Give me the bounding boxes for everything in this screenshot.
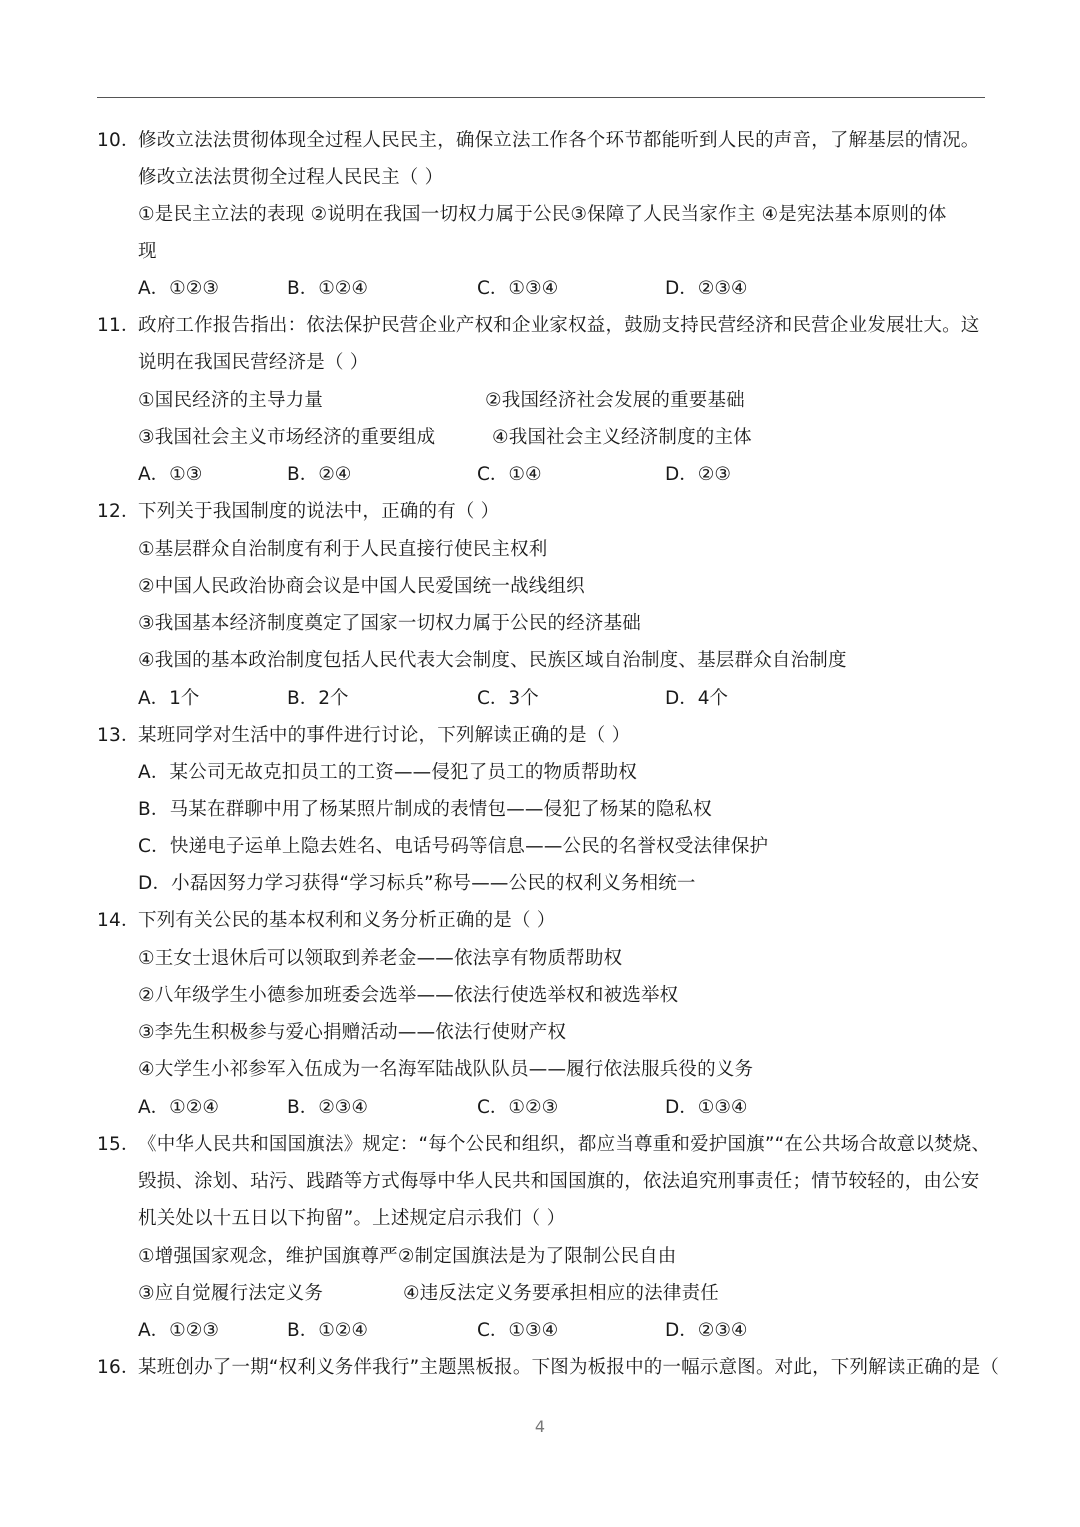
statement-line: 现: [138, 241, 157, 262]
statement-line: ②我国经济社会发展的重要基础: [485, 390, 745, 411]
question-stem-line: 下列关于我国制度的说法中，正确的有（ ）: [138, 501, 500, 522]
statement-line: ①国民经济的主导力量: [138, 390, 324, 411]
option-c: C．①③④: [477, 278, 559, 299]
question-stem-line: 说明在我国民营经济是（ ）: [138, 352, 369, 373]
option-d: D．4个: [665, 688, 729, 709]
option-a: A．1个: [138, 688, 200, 709]
question-stem-line: 政府工作报告指出：依法保护民营企业产权和企业家权益，鼓励支持民营经济和民营企业发展壮大。这: [138, 315, 980, 336]
question-stem-line: 修改立法法贯彻体现全过程人民民主，确保立法工作各个环节都能听到人民的声音，了解基层的情况。: [138, 130, 980, 151]
option-a: A．某公司无故克扣员工的工资——侵犯了员工的物质帮助权: [138, 762, 638, 783]
statement-line: ③应自觉履行法定义务: [138, 1283, 324, 1304]
statement-line: ①基层群众自治制度有利于人民直接行使民主权利: [138, 539, 548, 560]
question-number: 11．: [97, 315, 140, 336]
option-c: C．①④: [477, 464, 542, 485]
option-b: B．马某在群聊中用了杨某照片制成的表情包——侵犯了杨某的隐私权: [138, 799, 712, 820]
option-d: D．小磊因努力学习获得“学习标兵”称号——公民的权利义务相统一: [138, 873, 696, 894]
option-c: C．快递电子运单上隐去姓名、电话号码等信息——公民的名誉权受法律保护: [138, 836, 769, 857]
option-d: D．②③④: [665, 278, 748, 299]
statement-line: ②八年级学生小德参加班委会选举——依法行使选举权和被选举权: [138, 985, 679, 1006]
page-number: 4: [534, 1417, 546, 1436]
question-number: 16．: [97, 1357, 140, 1378]
option-b: B．2个: [287, 688, 349, 709]
option-c: C．①②③: [477, 1097, 559, 1118]
question-stem-line: 某班创办了一期“权利义务伴我行”主题黑板报。下图为板报中的一幅示意图。对此，下列解读正确的是（: [138, 1357, 1000, 1378]
option-c: C．①③④: [477, 1320, 559, 1341]
option-b: B．②③④: [287, 1097, 368, 1118]
question-number: 14．: [97, 910, 140, 931]
option-a: A．①②③: [138, 1320, 219, 1341]
question-number: 13．: [97, 725, 140, 746]
statement-line: ③我国社会主义市场经济的重要组成: [138, 427, 436, 448]
statement-line: ④大学生小祁参军入伍成为一名海军陆战队队员——履行依法服兵役的义务: [138, 1059, 754, 1080]
question-stem-line: 修改立法法贯彻全过程人民民主（ ）: [138, 167, 444, 188]
question-number: 10．: [97, 130, 140, 151]
statement-line: ①王女士退休后可以领取到养老金——依法享有物质帮助权: [138, 948, 623, 969]
question-stem-line: 毁损、涂划、玷污、践踏等方式侮辱中华人民共和国国旗的，依法追究刑事责任；情节较轻的，由公安: [138, 1171, 980, 1192]
question-stem-line: 《中华人民共和国国旗法》规定：“每个公民和组织，都应当尊重和爱护国旗”“在公共场合故意以焚烧、: [138, 1134, 991, 1155]
statement-line: ①是民主立法的表现 ②说明在我国一切权力属于公民③保障了人民当家作主 ④是宪法基本原则的体: [138, 204, 947, 225]
option-a: A．①②③: [138, 278, 219, 299]
option-d: D．①③④: [665, 1097, 748, 1118]
question-number: 15．: [97, 1134, 140, 1155]
option-b: B．①②④: [287, 278, 368, 299]
statement-line: ③我国基本经济制度奠定了国家一切权力属于公民的经济基础: [138, 613, 641, 634]
statement-line: ④我国的基本政治制度包括人民代表大会制度、民族区域自治制度、基层群众自治制度: [138, 650, 847, 671]
option-b: B．②④: [287, 464, 352, 485]
statement-line: ②中国人民政治协商会议是中国人民爱国统一战线组织: [138, 576, 585, 597]
statement-line: ④违反法定义务要承担相应的法律责任: [403, 1283, 719, 1304]
option-d: D．②③: [665, 464, 731, 485]
statement-line: ③李先生积极参与爱心捐赠活动——依法行使财产权: [138, 1022, 567, 1043]
question-stem-line: 机关处以十五日以下拘留”。上述规定启示我们（ ）: [138, 1208, 566, 1229]
option-c: C．3个: [477, 688, 539, 709]
option-b: B．①②④: [287, 1320, 368, 1341]
question-stem-line: 某班同学对生活中的事件进行讨论，下列解读正确的是（ ）: [138, 725, 631, 746]
question-number: 12．: [97, 501, 140, 522]
option-d: D．②③④: [665, 1320, 748, 1341]
option-a: A．①③: [138, 464, 203, 485]
option-a: A．①②④: [138, 1097, 219, 1118]
statement-line: ④我国社会主义经济制度的主体: [492, 427, 752, 448]
header-rule: [97, 97, 985, 98]
statement-line: ①增强国家观念，维护国旗尊严②制定国旗法是为了限制公民自由: [138, 1246, 677, 1267]
question-stem-line: 下列有关公民的基本权利和义务分析正确的是（ ）: [138, 910, 556, 931]
